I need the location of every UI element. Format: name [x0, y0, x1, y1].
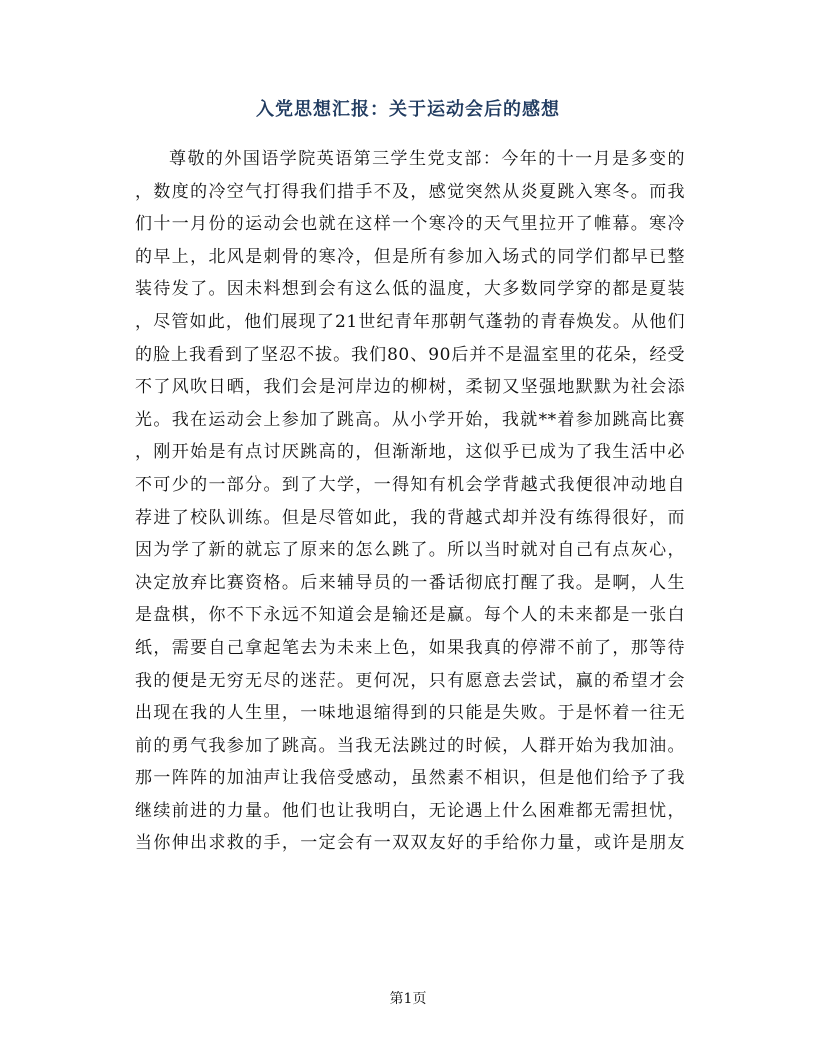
- body-line: 决定放弃比赛资格。后来辅导员的一番话彻底打醒了我。是啊，人生: [135, 572, 685, 593]
- page-number: 第1页: [389, 991, 427, 1007]
- body-line: 那一阵阵的加油声让我倍受感动，虽然素不相识，但是他们给予了我: [135, 768, 685, 789]
- body-line: ，尽管如此，他们展现了21世纪青年那朝气蓬勃的青春焕发。从他们: [135, 311, 685, 332]
- body-line: ，刚开始是有点讨厌跳高的，但渐渐地，这似乎已成为了我生活中必: [135, 442, 685, 463]
- body-line: 出现在我的人生里，一味地退缩得到的只能是失败。于是怀着一往无: [135, 703, 685, 724]
- body-line: ，数度的冷空气打得我们措手不及，感觉突然从炎夏跳入寒冬。而我: [135, 181, 685, 202]
- document-title: 入党思想汇报：关于运动会后的感想: [256, 99, 560, 120]
- body-line: 当你伸出求救的手，一定会有一双双友好的手给你力量，或许是朋友: [135, 833, 685, 854]
- body-line: 继续前进的力量。他们也让我明白，无论遇上什么困难都无需担忧，: [135, 800, 685, 821]
- body-line: 我的便是无穷无尽的迷茫。更何况，只有愿意去尝试，赢的希望才会: [135, 670, 685, 691]
- body-line: 们十一月份的运动会也就在这样一个寒冷的天气里拉开了帷幕。寒冷: [135, 214, 685, 235]
- body-line: 荐进了校队训练。但是尽管如此，我的背越式却并没有练得很好，而: [135, 507, 685, 528]
- body-line: 的早上，北风是刺骨的寒冷，但是所有参加入场式的同学们都早已整: [135, 246, 685, 267]
- body-line: 的脸上我看到了坚忍不拔。我们80、90后并不是温室里的花朵，经受: [135, 344, 685, 365]
- body-line: 前的勇气我参加了跳高。当我无法跳过的时候，人群开始为我加油。: [135, 735, 685, 756]
- body-line: 光。我在运动会上参加了跳高。从小学开始，我就**着参加跳高比赛: [135, 409, 685, 430]
- body-line: 因为学了新的就忘了原来的怎么跳了。所以当时就对自己有点灰心，: [135, 540, 685, 561]
- body-line: 装待发了。因未料想到会有这么低的温度，大多数同学穿的都是夏装: [135, 279, 685, 300]
- body-line: 尊敬的外国语学院英语第三学生党支部：今年的十一月是多变的: [169, 149, 685, 169]
- body-line: 不了风吹日晒，我们会是河岸边的柳树，柔韧又坚强地默默为社会添: [135, 377, 685, 398]
- body-line: 不可少的一部分。到了大学，一得知有机会学背越式我便很冲动地自: [135, 474, 685, 495]
- body-line: 是盘棋，你不下永远不知道会是输还是赢。每个人的未来都是一张白: [135, 605, 685, 626]
- body-line: 纸，需要自己拿起笔去为未来上色，如果我真的停滞不前了，那等待: [135, 637, 685, 658]
- document-body: [135, 143, 685, 860]
